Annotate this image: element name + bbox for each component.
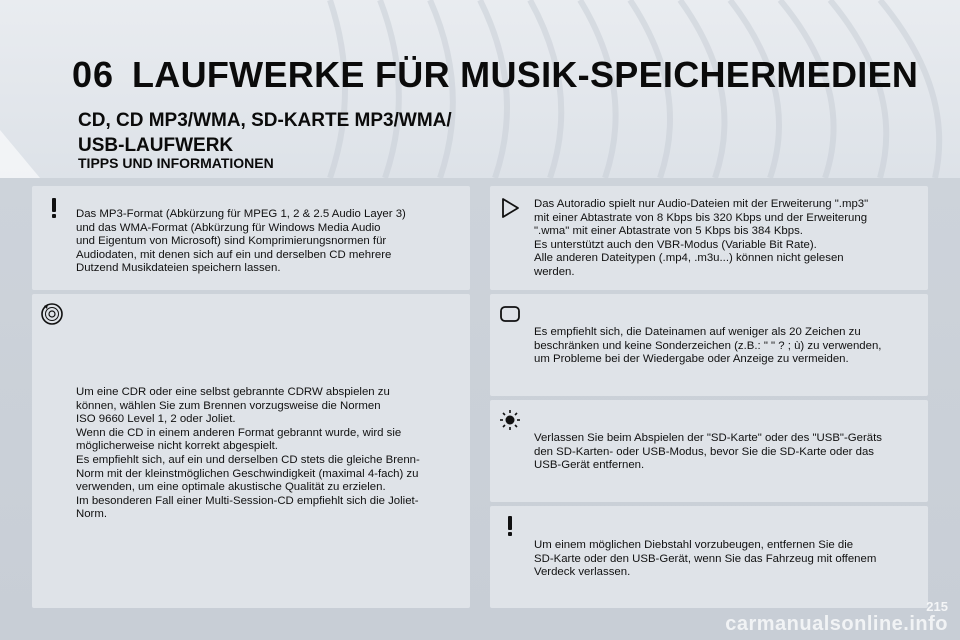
play-icon [498, 196, 522, 220]
page-number: 215 [926, 599, 948, 614]
panel-text: Verlassen Sie beim Abspielen der "SD-Karte" oder des "USB"-Geräts den SD-Karten- oder USB-Modus, bevor Sie die SD-Karte oder das USB-Gerät entfernen. [534, 432, 882, 472]
panel-text: Das Autoradio spielt nur Audio-Dateien mit der Erweiterung ".mp3" mit einer Abtastrate von 8 Kbps bis 320 Kbps und der Erweiterung ".wma" mit einer Abtastrate von 5 Kbps bis 384 Kbps. Es unterstützt auch den VBR-Modus (Variable Bit Rate). Alle anderen Dateitypen (.mp4, .m3u...) können nicht gelesen werden. [534, 198, 869, 278]
subsection-title: TIPPS UND INFORMATIONEN [78, 155, 274, 171]
info-panel-file-names [490, 294, 928, 396]
watermark: carmanualsonline.info [725, 613, 948, 635]
exclamation-icon [498, 514, 522, 538]
page-title: LAUFWERKE FÜR MUSIK-SPEICHERMEDIEN [132, 54, 919, 95]
info-panel-mp3-format [32, 186, 470, 290]
exclamation-icon [42, 196, 66, 220]
info-panel-file-formats [490, 186, 928, 290]
info-panel-cdr-burning [32, 294, 470, 608]
light-bulb-icon [498, 408, 522, 432]
panel-text: Es empfiehlt sich, die Dateinamen auf weniger als 20 Zeichen zu beschränken und keine Sonderzeichen (z.B.: " " ? ; ù) zu verwenden, um Probleme bei der Wiedergabe oder Anzeige zu vermeiden. [534, 326, 882, 366]
section-title: CD, CD MP3/WMA, SD-KARTE MP3/WMA/ USB-LAUFWERK [78, 110, 452, 156]
rounded-square-icon [498, 302, 522, 326]
panel-text: Um eine CDR oder eine selbst gebrannte CDRW abspielen zu können, wählen Sie zum Brennen vorzugsweise die Normen ISO 9660 Level 1, 2 oder Joliet. Wenn die CD in einem anderen Format gebrannt wurde, wird sie möglicherweise nicht korrekt abgespielt. Es empfiehlt sich, auf ein und derselben CD stets die gleiche Brenn- Norm mit der kleinstmöglichen Geschwindigkeit (maximal 4-fach) zu verwenden, um eine optimale akustische Qualität zu erzielen. Im besonderen Fall einer Multi-Session-CD empfiehlt sich die Joliet- Norm. [76, 386, 420, 521]
disc-icon [40, 302, 64, 326]
chapter-number: 06 [72, 54, 115, 95]
info-panel-theft-prevention [490, 506, 928, 608]
panel-text: Das MP3-Format (Abkürzung für MPEG 1, 2 & 2.5 Audio Layer 3) und das WMA-Format (Abkürzung für Windows Media Audio und Eigentum von Microsoft) sind Komprimierungsnormen für Audiodaten, mit denen sich auf ein und derselben CD mehrere Dutzend Musikdateien speichern lassen. [76, 208, 406, 275]
panel-text: Um einem möglichen Diebstahl vorzubeugen, entfernen Sie die SD-Karte oder den USB-Gerät, wenn Sie das Fahrzeug mit offenem Verdeck verlassen. [534, 539, 877, 579]
info-panel-sd-usb-removal [490, 400, 928, 502]
